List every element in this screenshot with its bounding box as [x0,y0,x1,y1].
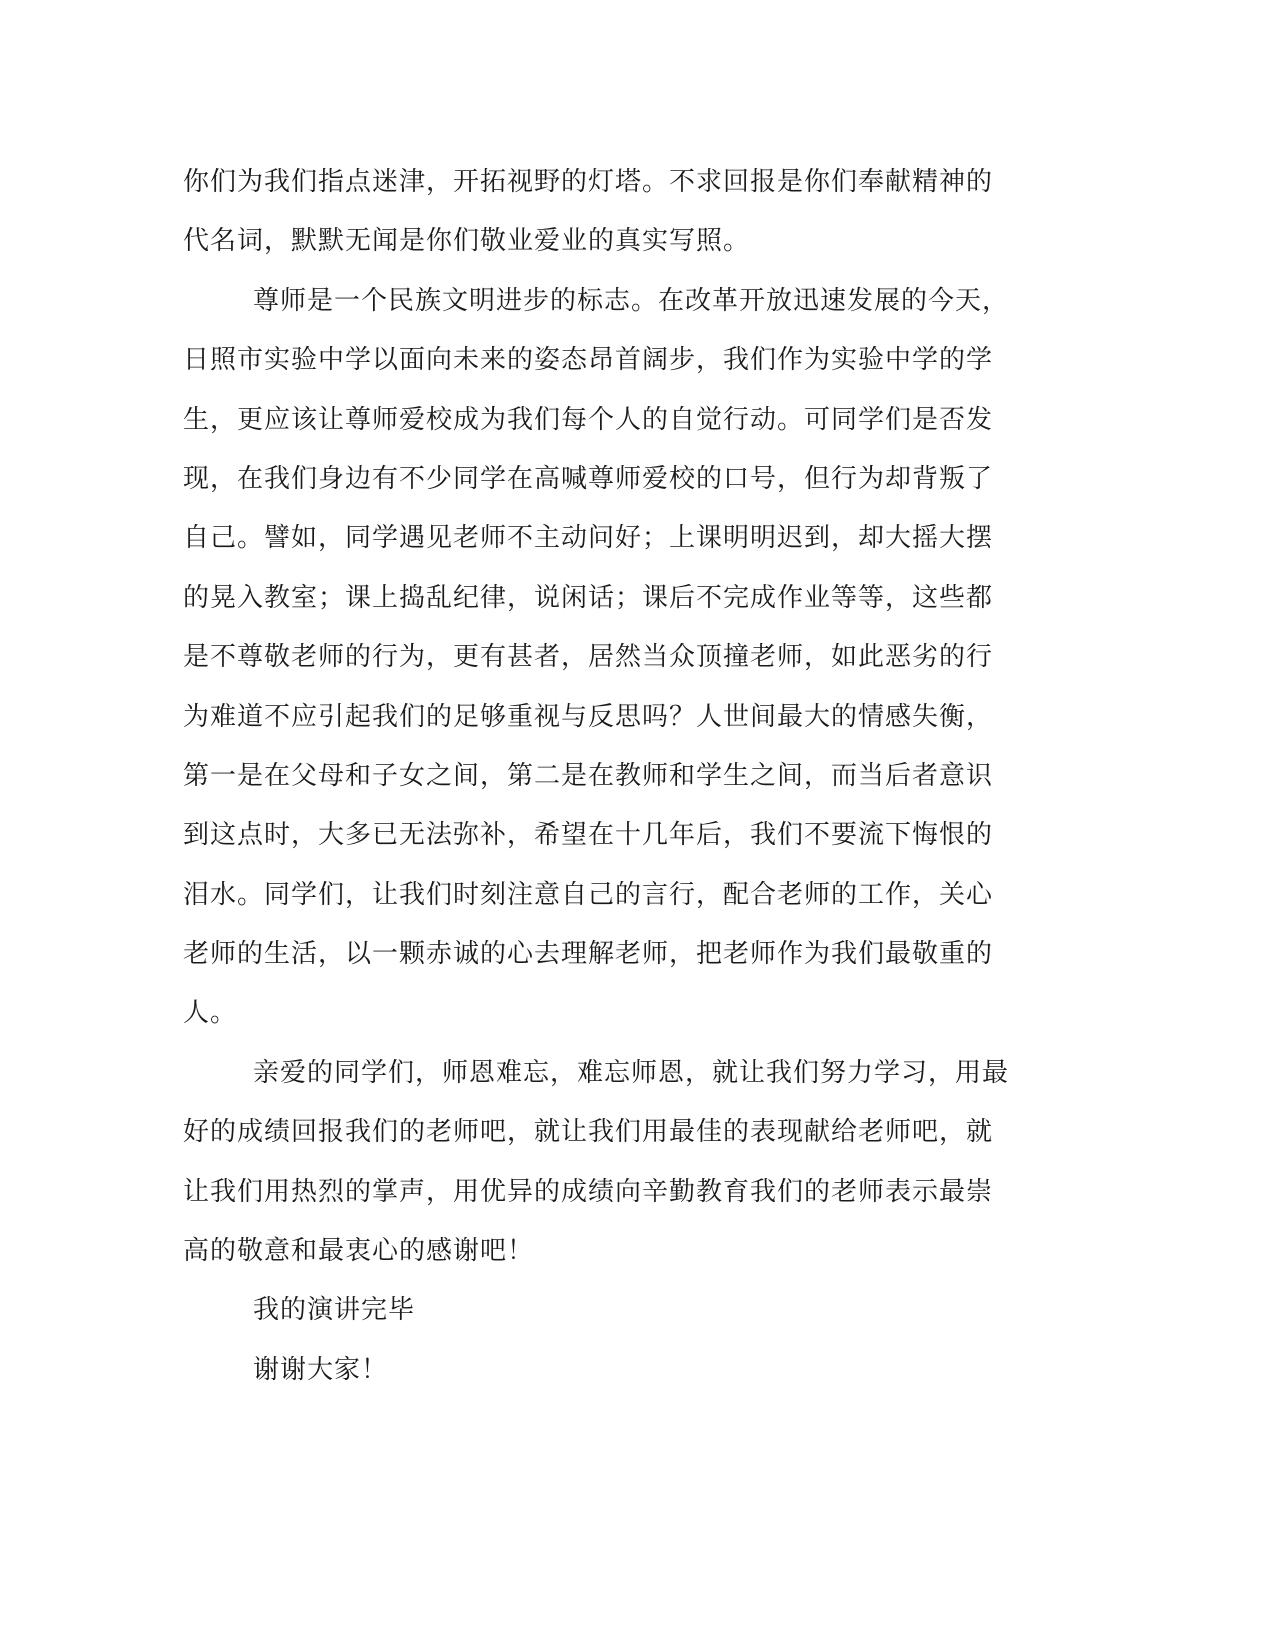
paragraph-start-line: 亲爱的同学们，师恩难忘，难忘师恩，就让我们努力学习，用最 [253,1057,1010,1088]
text-line: 的晃入教室；课上捣乱纪律，说闲话；课后不完成作业等等，这些都 [183,582,994,613]
speech-text-body [183,159,1083,1406]
text-line: 自己。譬如，同学遇见老师不主动问好；上课明明迟到，却大摇大摆 [183,523,994,554]
text-line: 是不尊敬老师的行为，更有甚者，居然当众顶撞老师，如此恶劣的行 [183,642,994,673]
text-line: 为难道不应引起我们的足够重视与反思吗？人世间最大的情感失衡， [183,701,994,732]
text-line: 生，更应该让尊师爱校成为我们每个人的自觉行动。可同学们是否发 [183,404,994,435]
text-line: 让我们用热烈的掌声，用优异的成绩向辛勤教育我们的老师表示最崇 [183,1176,994,1207]
text-line: 泪水。同学们，让我们时刻注意自己的言行，配合老师的工作，关心 [183,879,994,910]
closing-line: 我的演讲完毕 [253,1295,416,1326]
text-line: 第一是在父母和子女之间，第二是在教师和学生之间，而当后者意识 [183,760,994,791]
text-line: 高的敬意和最衷心的感谢吧！ [183,1236,535,1267]
text-line: 代名词，默默无闻是你们敬业爱业的真实写照。 [183,226,751,257]
text-line: 好的成绩回报我们的老师吧，就让我们用最佳的表现献给老师吧，就 [183,1117,994,1148]
text-line: 到这点时，大多已无法弥补，希望在十几年后，我们不要流下悔恨的 [183,820,994,851]
paragraph-start-line: 尊师是一个民族文明进步的标志。在改革开放迅速发展的今天， [253,285,1010,316]
closing-line: 谢谢大家！ [253,1354,389,1385]
text-line: 现，在我们身边有不少同学在高喊尊师爱校的口号，但行为却背叛了 [183,463,994,494]
text-line: 你们为我们指点迷津，开拓视野的灯塔。不求回报是你们奉献精神的 [183,167,994,197]
text-line: 老师的生活，以一颗赤诚的心去理解老师，把老师作为我们最敬重的 [183,939,994,970]
text-line: 日照市实验中学以面向未来的姿态昂首阔步，我们作为实验中学的学 [183,345,994,376]
text-line: 人。 [183,998,238,1029]
